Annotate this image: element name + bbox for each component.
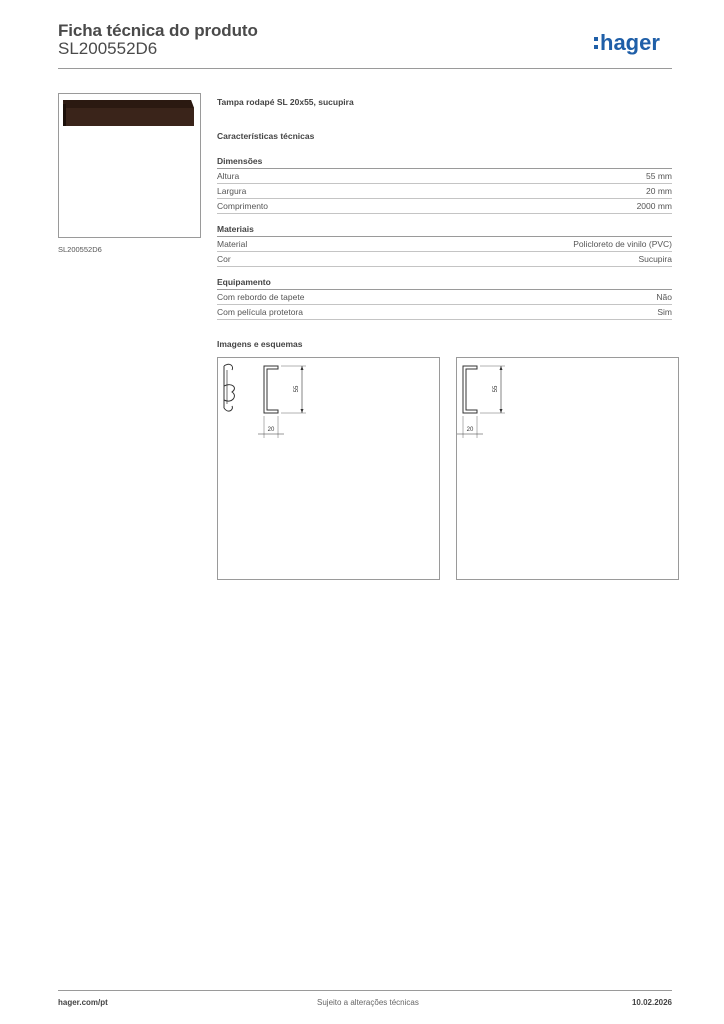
spec-label: Com rebordo de tapete (217, 292, 305, 302)
product-code: SL200552D6 (58, 39, 158, 58)
spec-row-protective-film (217, 305, 672, 320)
equipment-heading: Equipamento (217, 277, 672, 290)
spec-value: Policloreto de vinilo (PVC) (573, 239, 672, 249)
spec-label: Largura (217, 186, 247, 196)
spec-value: Sim (657, 307, 672, 317)
spec-value: 55 mm (646, 171, 672, 181)
spec-value: Sucupira (638, 254, 672, 264)
profile-drawing (457, 358, 678, 579)
spec-value: 2000 mm (636, 201, 672, 211)
spec-row-width (217, 184, 672, 199)
images-heading: Imagens e esquemas (217, 339, 303, 349)
footer-divider (58, 990, 672, 991)
spec-label: Cor (217, 254, 231, 264)
spec-row-length (217, 199, 672, 214)
spec-value: Não (656, 292, 672, 302)
technical-characteristics-heading: Características técnicas (217, 131, 315, 141)
height-dimension-label: 55 (493, 385, 499, 393)
product-image (59, 94, 200, 237)
spec-row-color (217, 252, 672, 267)
diagram-1 (217, 357, 440, 580)
footer-website-link[interactable]: hager.com/pt (58, 998, 108, 1007)
product-photo (58, 93, 201, 238)
footer-notice: Sujeito a alterações técnicas (317, 998, 419, 1007)
height-dimension-label: 55 (294, 385, 300, 393)
width-dimension-label: 20 (466, 427, 474, 433)
spec-label: Comprimento (217, 201, 269, 211)
materials-heading: Materiais (217, 224, 672, 237)
dimensions-heading: Dimensões (217, 156, 672, 169)
product-name: Tampa rodapé SL 20x55, sucupira (217, 97, 354, 107)
spec-row-height (217, 169, 672, 184)
profile-drawing (218, 358, 439, 579)
spec-label: Altura (217, 171, 240, 181)
spec-row-carpet-edge (217, 290, 672, 305)
diagram-2 (456, 357, 679, 580)
width-dimension-label: 20 (267, 427, 275, 433)
spec-label: Com película protetora (217, 307, 303, 317)
page-title: Ficha técnica do produto (58, 21, 258, 40)
spec-label: Material (217, 239, 248, 249)
spec-row-material (217, 237, 672, 252)
hager-logo (594, 29, 674, 57)
product-photo-caption: SL200552D6 (58, 245, 102, 254)
footer-date: 10.02.2026 (631, 998, 672, 1007)
hager-logo-text: hager (600, 30, 660, 55)
spec-value: 20 mm (646, 186, 672, 196)
header-divider (58, 68, 672, 69)
